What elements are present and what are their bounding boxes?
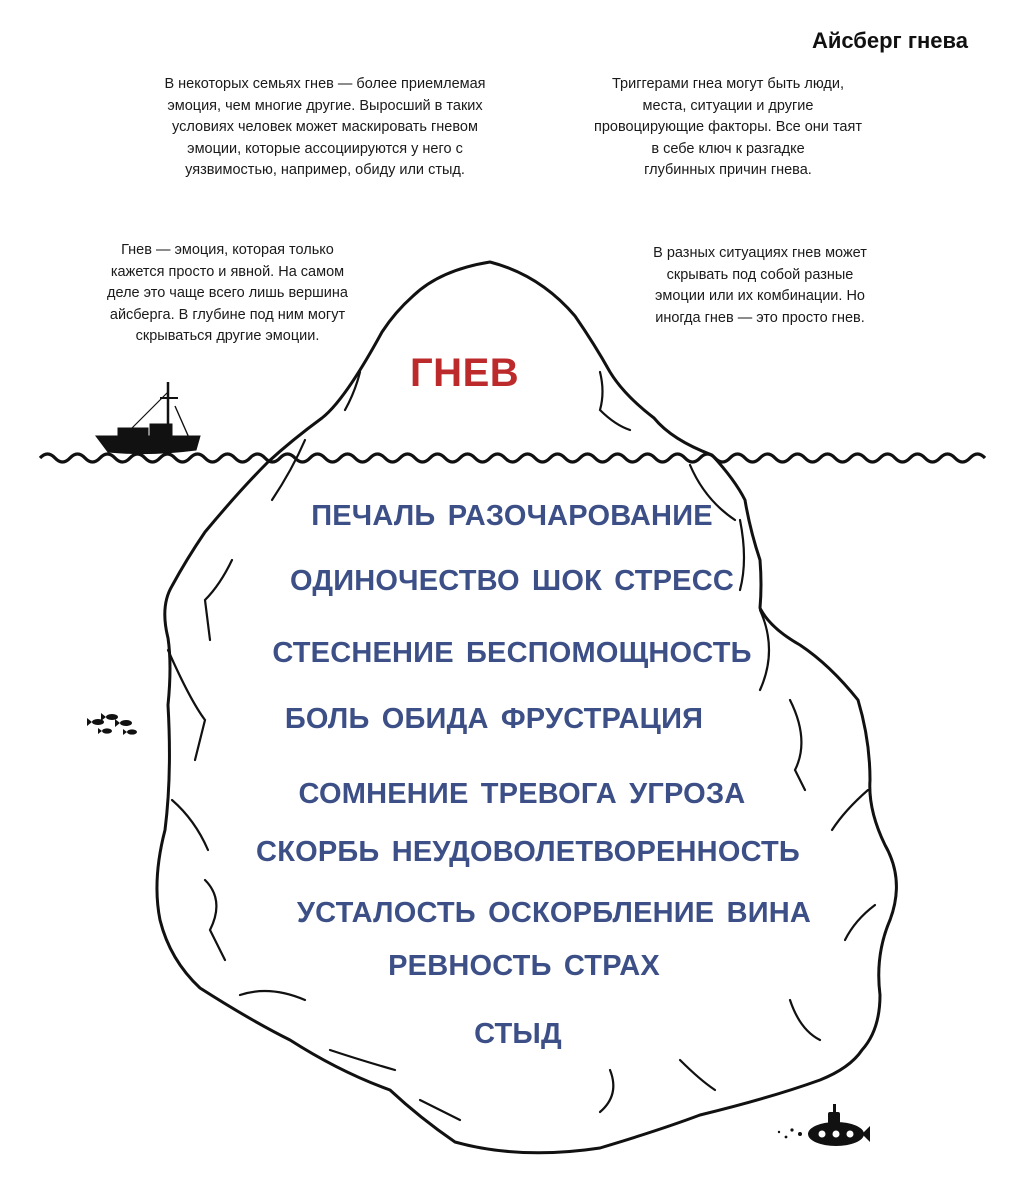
emotion-row: СКОРБЬ НЕУДОВОЛЕТВОРЕННОСТЬ	[256, 836, 800, 868]
emotion-row: ОДИНОЧЕСТВО ШОК СТРЕСС	[289, 565, 735, 597]
ship-icon	[96, 382, 200, 454]
note-iceberg-tip: Гнев — эмоция, которая только кажется просто и явной. На самом деле это чаще всего лишь вершина айсберга. В глубине под ним могут скрываться другие эмоции.	[107, 242, 348, 344]
emotion-row: СОМНЕНИЕ ТРЕВОГА УГРОЗА	[298, 778, 746, 810]
note-triggers: Триггерами гнеа могут быть люди, места, ситуации и другие провоцирующие факторы. Все они таят в себе ключ к разгадке глубинных причин гнева.	[594, 76, 862, 178]
page-title: Айсберг гнева	[811, 28, 968, 53]
note-family-anger: В некоторых семьях гнев — более приемлемая эмоция, чем многие другие. Выросший в таких условиях человек может маскировать гневом эмоции, которые ассоциируются у него с уязвимостью, например, обиду или стыд.	[164, 76, 486, 178]
emotion-row: СТЕСНЕНИЕ БЕСПОМОЩНОСТЬ	[272, 637, 752, 669]
emotion-row: УСТАЛОСТЬ ОСКОРБЛЕНИЕ ВИНА	[296, 897, 812, 929]
note-situations: В разных ситуациях гнев может скрывать под собой разные эмоции или их комбинации. Но иногда гнев — это просто гнев.	[653, 245, 867, 326]
emotion-row: СТЫД	[474, 1018, 562, 1050]
emotion-row: РЕВНОСТЬ СТРАХ	[388, 950, 660, 982]
emotion-row: БОЛЬ ОБИДА ФРУСТРАЦИЯ	[284, 703, 704, 735]
tip-label-anger: ГНЕВ	[410, 351, 520, 395]
emotion-row: ПЕЧАЛЬ РАЗОЧАРОВАНИЕ	[311, 500, 713, 532]
submarine-icon	[778, 1104, 870, 1146]
